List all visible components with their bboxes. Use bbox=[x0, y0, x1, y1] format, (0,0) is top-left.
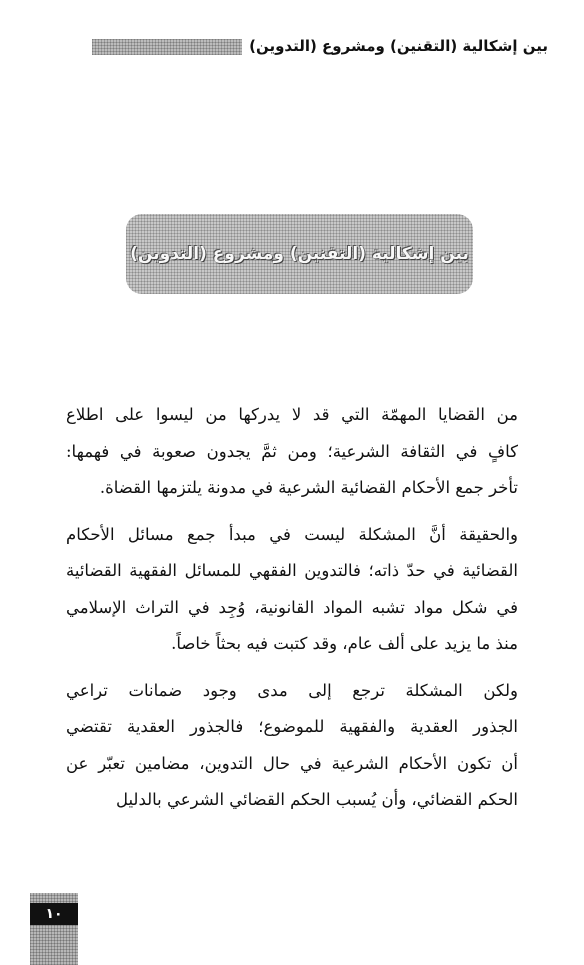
text-line: كافٍ في الثقافة الشرعية؛ ومن ثمَّ يجدون صعوبة في فهمها: bbox=[66, 441, 518, 461]
paragraph-2 bbox=[66, 517, 518, 663]
body-text bbox=[66, 397, 518, 829]
page-number: ١٠ bbox=[30, 903, 78, 925]
text-line: تأخر جمع الأحكام القضائية الشرعية في مدونة يلتزمها القضاة. bbox=[99, 478, 518, 497]
paragraph-3 bbox=[66, 673, 518, 819]
section-title: بين إشكالية (التقنين) ومشروع (التدوين) bbox=[130, 244, 469, 264]
text-line: والحقيقة أنَّ المشكلة ليست في مبدأ جمع مسائل الأحكام bbox=[66, 524, 518, 544]
page-number-box bbox=[30, 893, 78, 965]
paragraph-1 bbox=[66, 397, 518, 507]
text-line: أن تكون الأحكام الشرعية في حال التدوين، مضامين تعبّر عن bbox=[66, 753, 518, 773]
text-line: في شكل مواد تشبه المواد القانونية، وُجِد في التراث الإسلامي bbox=[66, 597, 518, 617]
text-line: الحكم القضائي، وأن يُسبب الحكم القضائي الشرعي بالدليل bbox=[115, 790, 518, 809]
text-line: القضائية في حدّ ذاته؛ فالتدوين الفقهي للمسائل الفقهية القضائية bbox=[66, 561, 518, 580]
text-line: الجذور العقدية والفقهية للموضوع؛ فالجذور العقدية تقتضي bbox=[66, 717, 518, 736]
header-decorative-bar bbox=[92, 39, 242, 55]
section-title-box bbox=[126, 214, 473, 294]
text-line: ولكن المشكلة ترجع إلى مدى وجود ضمانات تراعي bbox=[66, 680, 518, 700]
text-line: منذ ما يزيد على ألف عام، وقد كتبت فيه بحثاً خاصاً. bbox=[171, 634, 518, 653]
running-header-title: بين إشكالية (التقنين) ومشروع (التدوين) bbox=[249, 37, 548, 55]
text-line: من القضايا المهمّة التي قد لا يدركها من ليسوا على اطلاع bbox=[66, 405, 518, 424]
